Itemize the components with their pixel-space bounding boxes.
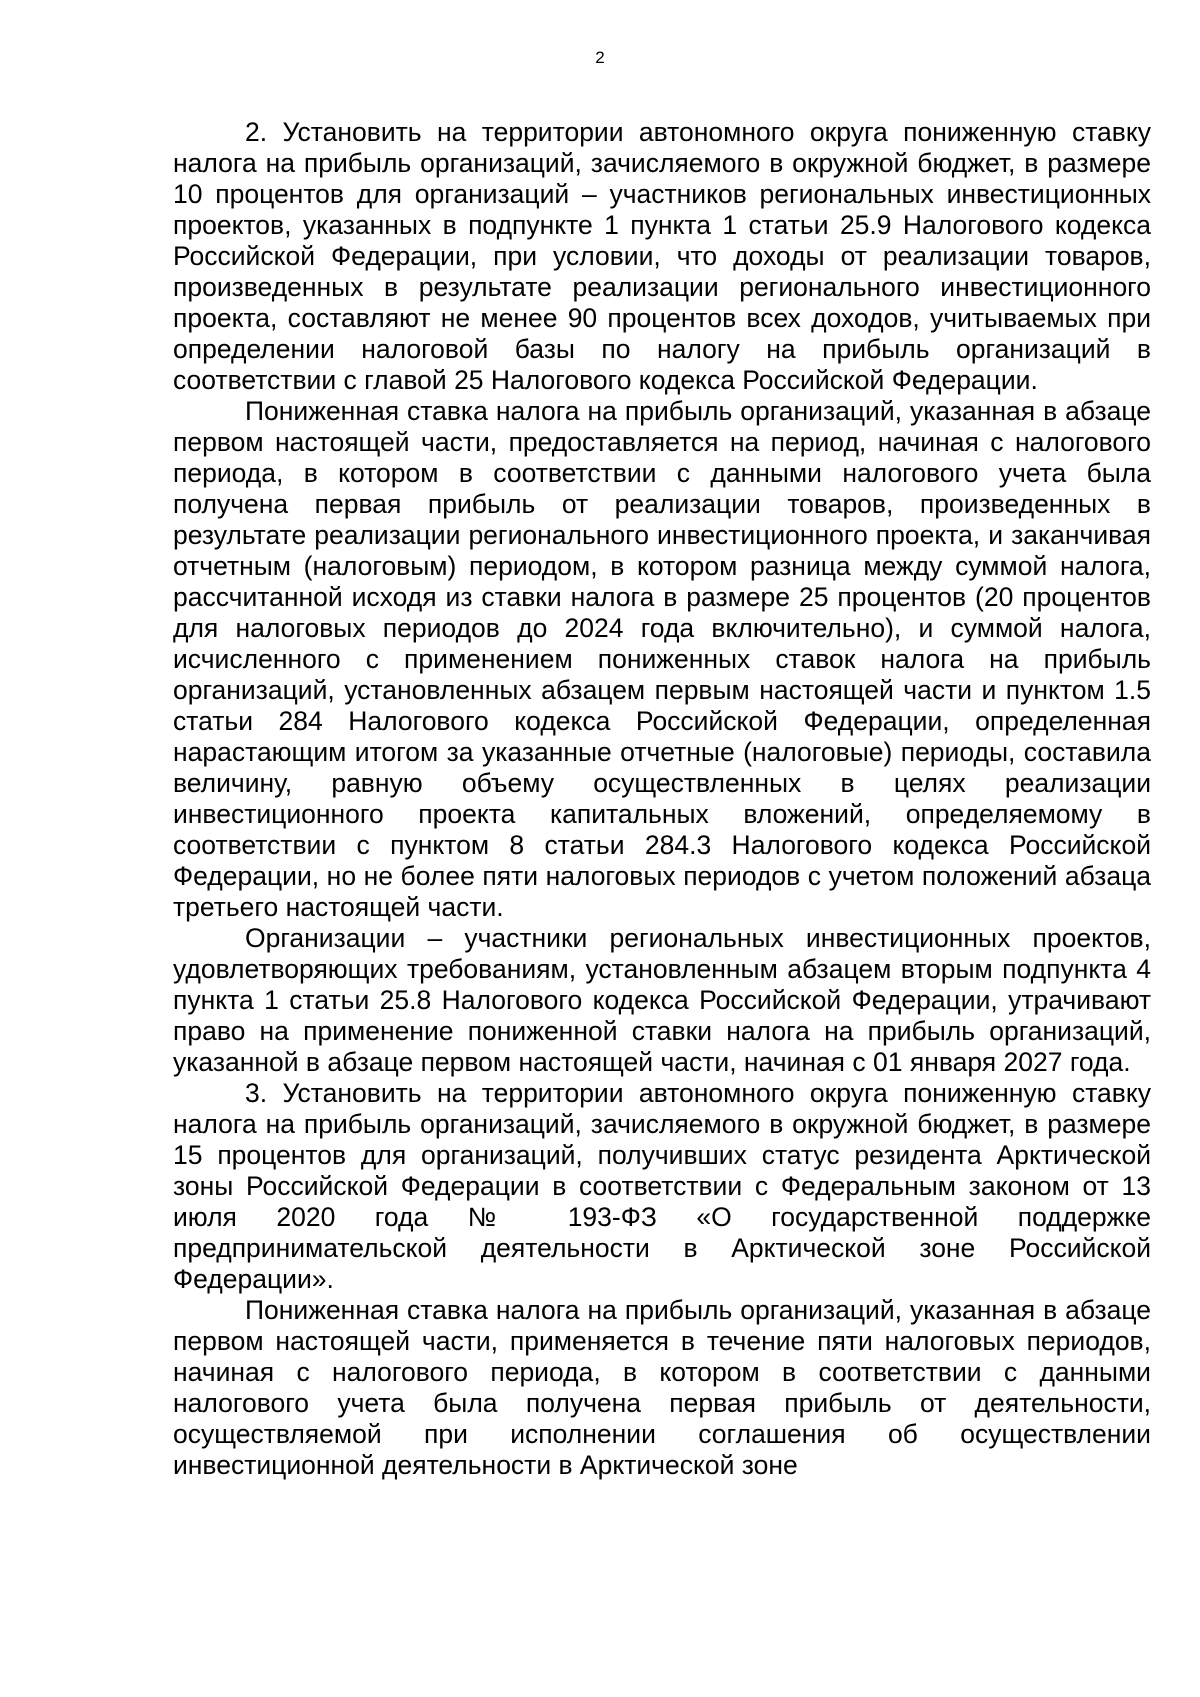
paragraph-5: Пониженная ставка налога на прибыль организаций, указанная в абзаце первом настоящей части, применяется в течение пяти налоговых периодов, начиная с налогового периода, в котором в соответствии с данными налогового учета была получена первая прибыль от деятельности, осуществляемой при исполнении соглашения об осуществлении инвестиционной деятельности в Арктической зоне: [173, 1295, 1151, 1480]
paragraph-3: Организации – участники региональных инвестиционных проектов, удовлетворяющих требованиям, установленным абзацем вторым подпункта 4 пункта 1 статьи 25.8 Налогового кодекса Российской Федерации, утрачивают право на применение пониженной ставки налога на прибыль организаций, указанной в абзаце первом настоящей части, начиная с 01 января 2027 года.: [173, 923, 1151, 1077]
page-number: 2: [595, 48, 605, 67]
paragraph-4: 3. Установить на территории автономного округа пониженную ставку налога на прибыль организаций, зачисляемого в окружной бюджет, в размере 15 процентов для организаций, получивших статус резидента Арктической зоны Российской Федерации в соответствии с Федеральным законом от 13 июля 2020 года № 193-ФЗ «О государственной поддержке предпринимательской деятельности в Арктической зоне Российской Федерации».: [173, 1078, 1151, 1294]
document-body: [173, 117, 1151, 1481]
paragraph-1: 2. Установить на территории автономного округа пониженную ставку налога на прибыль организаций, зачисляемого в окружной бюджет, в размере 10 процентов для организаций – участников региональных инвестиционных проектов, указанных в подпункте 1 пункта 1 статьи 25.9 Налогового кодекса Российской Федерации, при условии, что доходы от реализации товаров, произведенных в результате реализации регионального инвестиционного проекта, составляют не менее 90 процентов всех доходов, учитываемых при определении налоговой базы по налогу на прибыль организаций в соответствии с главой 25 Налогового кодекса Российской Федерации.: [173, 117, 1151, 395]
paragraph-2: Пониженная ставка налога на прибыль организаций, указанная в абзаце первом настоящей части, предоставляется на период, начиная с налогового периода, в котором в соответствии с данными налогового учета была получена первая прибыль от реализации товаров, произведенных в результате реализации регионального инвестиционного проекта, и заканчивая отчетным (налоговым) периодом, в котором разница между суммой налога, рассчитанной исходя из ставки налога в размере 25 процентов (20 процентов для налоговых периодов до 2024 года включительно), и суммой налога, исчисленного с применением пониженных ставок налога на прибыль организаций, установленных абзацем первым настоящей части и пунктом 1.5 статьи 284 Налогового кодекса Российской Федерации, определенная нарастающим итогом за указанные отчетные (налоговые) периоды, составила величину, равную объему осуществленных в целях реализации инвестиционного проекта капитальных вложений, определяемому в соответствии с пунктом 8 статьи 284.3 Налогового кодекса Российской Федерации, но не более пяти налоговых периодов с учетом положений абзаца третьего настоящей части.: [173, 396, 1151, 922]
